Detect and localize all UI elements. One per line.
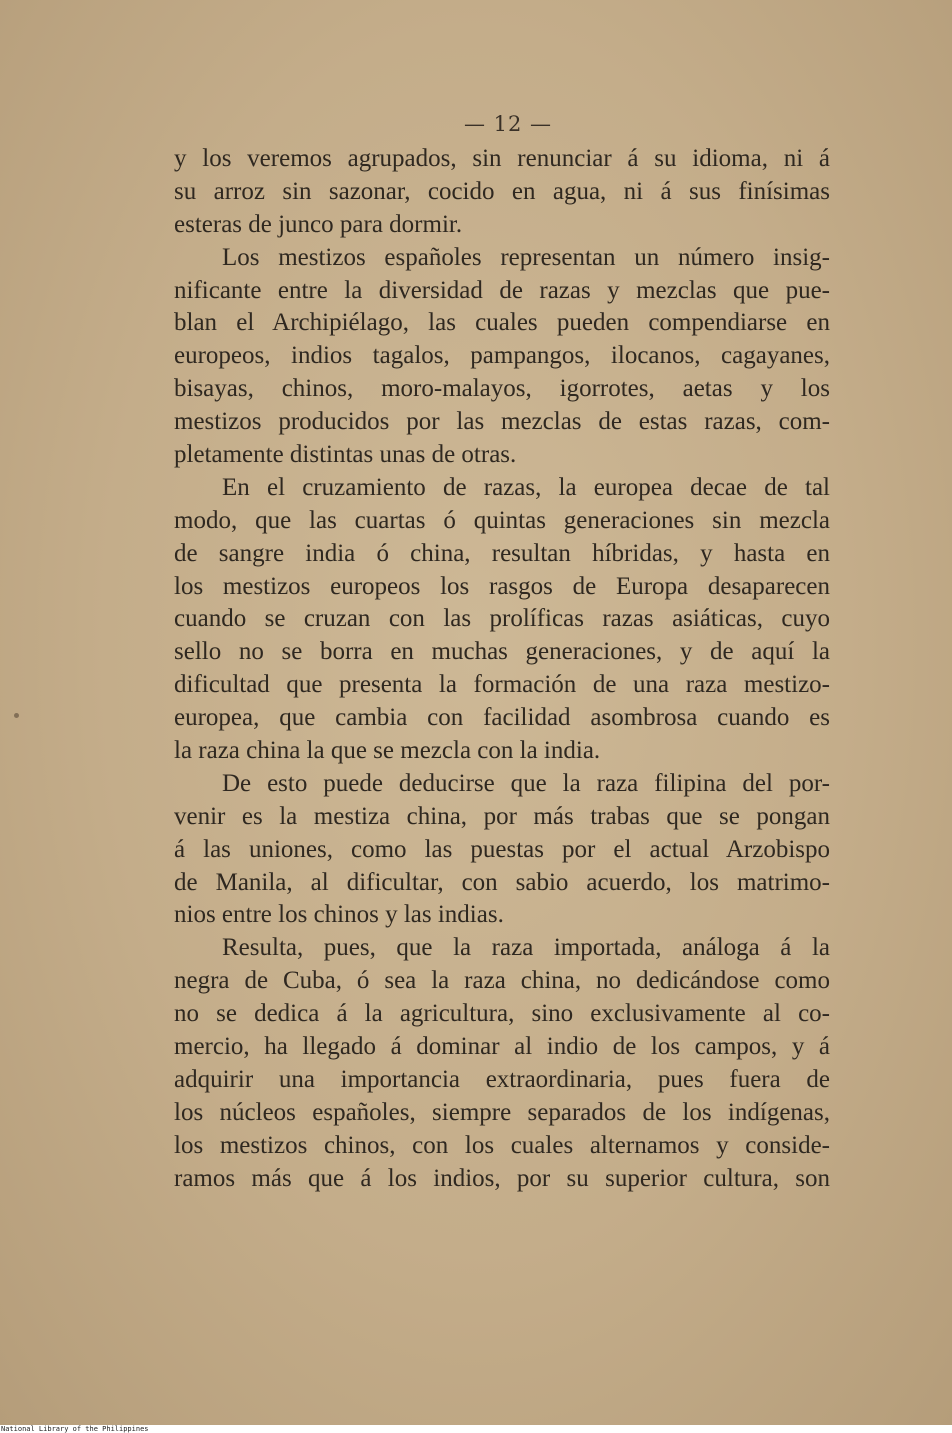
text-line: dificultad que presenta la formación de una raza mestizo- [174, 671, 830, 699]
text-line: sello no se borra en muchas generaciones, y de aquí la [174, 638, 830, 666]
text-line: mestizos producidos por las mezclas de estas razas, com- [174, 408, 830, 436]
text-line: de Manila, al dificultar, con sabio acuerdo, los matrimo- [174, 868, 830, 896]
page-number: — 12 — [463, 112, 553, 136]
text-line: venir es la mestiza china, por más trabas que se pongan [174, 802, 830, 830]
text-line: no se dedica á la agricultura, sino exclusivamente al co- [174, 1000, 830, 1028]
text-line: la raza china la que se mezcla con la india. [174, 737, 601, 765]
text-line: y los veremos agrupados, sin renunciar á su idioma, ni á [174, 145, 830, 172]
text-line: cuando se cruzan con las prolíficas razas asiáticas, cuyo [174, 605, 830, 633]
text-line: los mestizos europeos los rasgos de Europa desaparecen [174, 572, 830, 600]
text-line: De esto puede deducirse que la raza filipina del por- [222, 769, 830, 797]
text-line: adquirir una importancia extraordinaria, pues fuera de [174, 1065, 830, 1093]
body-text [174, 143, 830, 1196]
text-line: los mestizos chinos, con los cuales alternamos y conside- [174, 1131, 830, 1159]
text-line: á las uniones, como las puestas por el actual Arzobispo [174, 835, 830, 863]
paper-speck [14, 713, 19, 718]
text-line: negra de Cuba, ó sea la raza china, no dedicándose como [174, 967, 830, 995]
text-line: esteras de junco para dormir. [174, 210, 463, 238]
text-line: nios entre los chinos y las indias. [174, 901, 504, 929]
text-line: blan el Archipiélago, las cuales pueden compendiarse en [174, 309, 830, 337]
text-line: su arroz sin sazonar, cocido en agua, ni á sus finísimas [174, 177, 830, 205]
text-line: Resulta, pues, que la raza importada, análoga á la [222, 934, 830, 962]
text-line: Los mestizos españoles representan un número insig- [222, 243, 830, 271]
text-line: modo, que las cuartas ó quintas generaciones sin mezcla [174, 506, 830, 534]
footer-credit: National Library of the Philippines [0, 1425, 952, 1433]
text-line: de sangre india ó china, resultan híbridas, y hasta en [174, 539, 830, 567]
text-line: europeos, indios tagalos, pampangos, ilocanos, cagayanes, [174, 342, 830, 370]
text-line: bisayas, chinos, moro-malayos, igorrotes, aetas y los [174, 375, 830, 403]
text-line: europea, que cambia con facilidad asombrosa cuando es [174, 704, 830, 732]
text-line: En el cruzamiento de razas, la europea decae de tal [222, 473, 830, 501]
text-line: ramos más que á los indios, por su superior cultura, son [174, 1164, 830, 1192]
text-line: los núcleos españoles, siempre separados de los indígenas, [174, 1098, 830, 1126]
text-line: pletamente distintas unas de otras. [174, 441, 517, 469]
text-line: nificante entre la diversidad de razas y mezclas que pue- [174, 276, 830, 304]
text-line: mercio, ha llegado á dominar al indio de los campos, y á [174, 1033, 830, 1061]
